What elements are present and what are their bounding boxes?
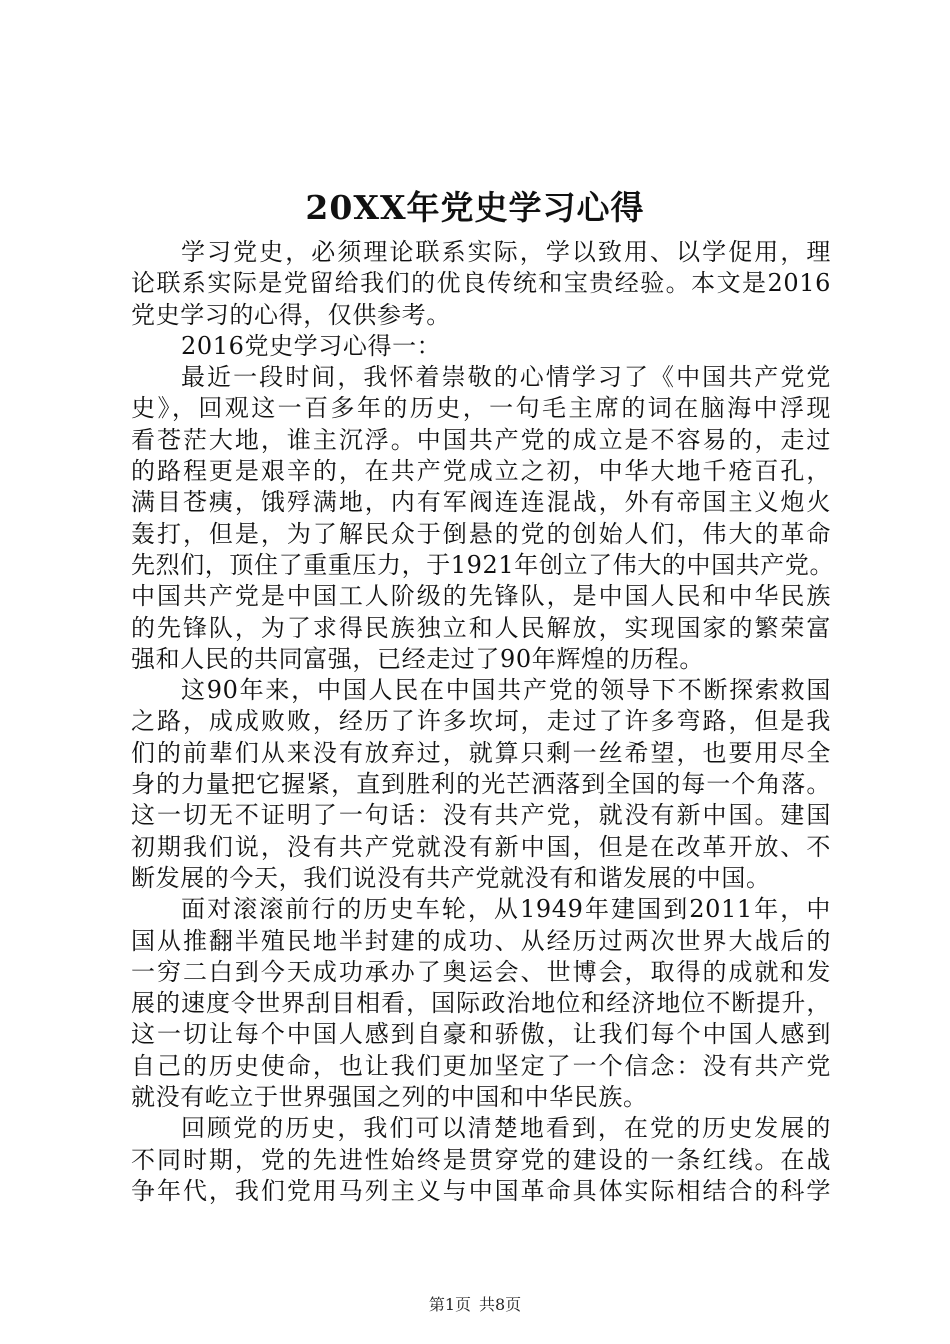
page-total: 共8页 (479, 1295, 522, 1314)
text-line: 一穷二白到今天成功承办了奥运会、世博会，取得的成就和发 (131, 957, 831, 986)
text-line: 这一切无不证明了一句话：没有共产党，就没有新中国。建国 (131, 801, 831, 830)
text-line: 国从推翻半殖民地半封建的成功、从经历过两次世界大战后的 (131, 926, 831, 955)
text-line: 初期我们说，没有共产党就没有新中国，但是在改革开放、不 (131, 832, 831, 861)
text-line: 最近一段时间，我怀着崇敬的心情学习了《中国共产党党 (181, 363, 831, 392)
text-line: 先烈们，顶住了重重压力，于1921年创立了伟大的中国共产党。 (131, 550, 835, 579)
text-line: 不同时期，党的先进性始终是贯穿党的建设的一条红线。在战 (131, 1145, 831, 1174)
document-title: 20XX年党史学习心得 (305, 188, 645, 227)
text-line: 论联系实际是党留给我们的优良传统和宝贵经验。本文是2016 (131, 269, 831, 298)
text-line: 这90年来，中国人民在中国共产党的领导下不断探索救国 (181, 676, 831, 705)
text-line: 争年代，我们党用马列主义与中国革命具体实际相结合的科学 (131, 1176, 831, 1205)
text-line: 学习党史，必须理论联系实际，学以致用、以学促用，理 (181, 238, 831, 266)
text-line: 面对滚滚前行的历史车轮，从1949年建国到2011年，中 (181, 895, 831, 924)
page-footer (0, 1294, 950, 1316)
text-line: 之路，成成败败，经历了许多坎坷，走过了许多弯路，但是我 (131, 707, 831, 736)
text-line: 强和人民的共同富强，已经走过了90年辉煌的历程。 (131, 644, 704, 673)
text-line: 们的前辈们从来没有放弃过，就算只剩一丝希望，也要用尽全 (131, 738, 831, 767)
text-line: 党史学习的心得，仅供参考。 (131, 300, 451, 329)
text-line: 身的力量把它握紧，直到胜利的光芒洒落到全国的每一个角落。 (131, 770, 831, 799)
text-line: 中国共产党是中国工人阶级的先锋队，是中国人民和中华民族 (131, 582, 831, 611)
text-line: 的先锋队，为了求得民族独立和人民解放，实现国家的繁荣富 (131, 613, 831, 642)
text-line: 看苍茫大地，谁主沉浮。中国共产党的成立是不容易的，走过 (131, 425, 831, 454)
text-line: 自己的历史使命，也让我们更加坚定了一个信念：没有共产党 (131, 1051, 831, 1080)
text-line: 2016党史学习心得一： (181, 331, 442, 360)
document-body (131, 237, 835, 1207)
text-line: 这一切让每个中国人感到自豪和骄傲，让我们每个中国人感到 (131, 1020, 831, 1049)
text-line: 的路程更是艰辛的，在共产党成立之初，中华大地千疮百孔， (131, 457, 831, 486)
text-line: 回顾党的历史，我们可以清楚地看到，在党的历史发展的 (181, 1114, 831, 1143)
text-line: 就没有屹立于世界强国之列的中国和中华民族。 (131, 1083, 648, 1112)
page-number: 第1页 (428, 1295, 471, 1314)
text-line: 满目苍痍，饿殍满地，内有军阀连连混战，外有帝国主义炮火 (131, 488, 831, 517)
text-line: 展的速度令世界刮目相看，国际政治地位和经济地位不断提升， (131, 989, 831, 1018)
text-line: 轰打，但是，为了解民众于倒悬的党的创始人们，伟大的革命 (131, 519, 831, 548)
text-line: 史》，回观这一百多年的历史，一句毛主席的词在脑海中浮现 (131, 394, 831, 423)
text-line: 断发展的今天，我们说没有共产党就没有和谐发展的中国。 (131, 863, 771, 892)
